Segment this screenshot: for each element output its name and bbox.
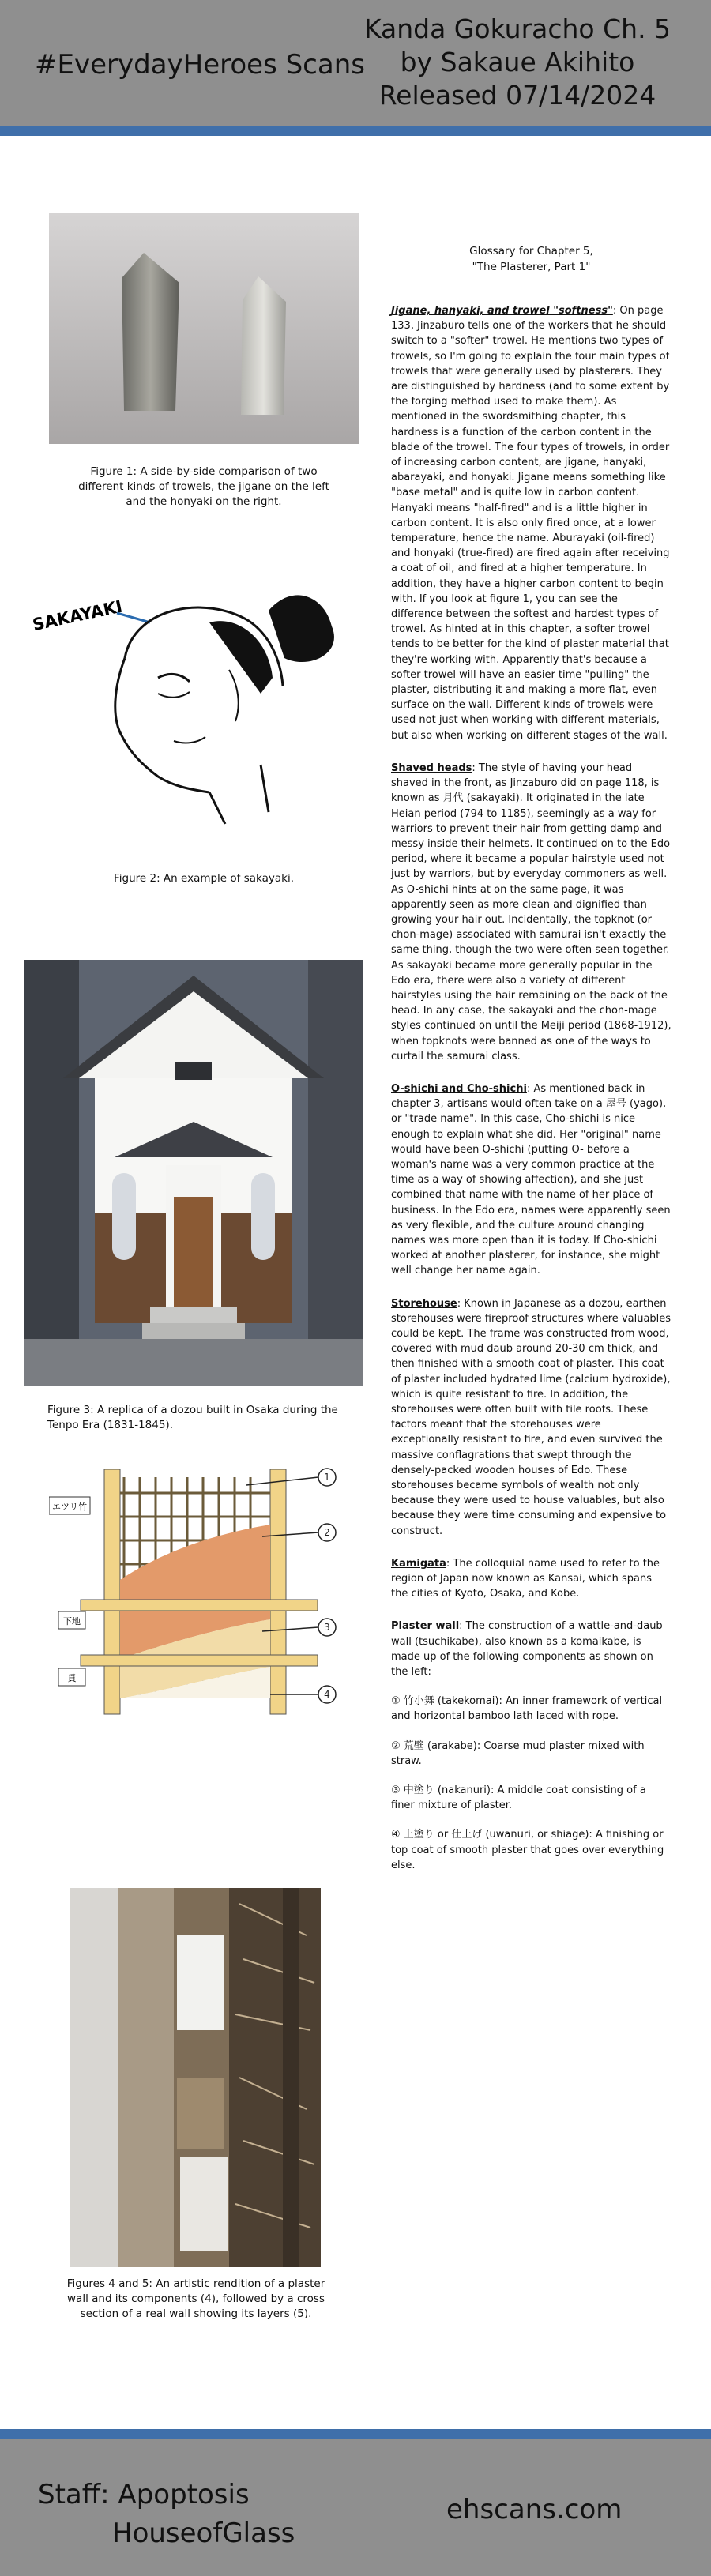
glossary-column (391, 243, 672, 1887)
glossary-title: Glossary for Chapter 5, (469, 245, 593, 258)
figure-2-caption: Figure 2: An example of sakayaki. (113, 872, 294, 885)
glossary-heading (391, 243, 672, 275)
svg-text:4: 4 (324, 1689, 330, 1700)
entry-storehouse (391, 1296, 672, 1539)
svg-text:2: 2 (324, 1527, 330, 1538)
figure-2-sakayaki (32, 567, 363, 828)
plaster-item-1: ① 竹小舞 (takekomai): An inner framework of vertical and horizontal bamboo lath laced with rope. (391, 1695, 663, 1723)
hashtag-title: #EverydayHeroes Scans (35, 49, 365, 81)
figure-3-dozou (24, 960, 363, 1386)
glossary-subtitle: "The Plasterer, Part 1" (472, 261, 591, 273)
author-line: by Sakaue Akihito (400, 47, 635, 77)
term-storehouse: Storehouse (391, 1297, 457, 1310)
text-shaved-heads: : The style of having your head shaved in the front, as Jinzaburo did on page 118, is known as 月代 (sakayaki). It originated in the late Heian period (794 to 1185), seemingly as a way for warriors to prevent their hair from getting damp and messy inside their helmets. It continued on to the Edo period, where it became a popular hairstyle used not just by warriors, but by everyday commoners as well. As O-shichi hints at on the same page, it was apparently seen as more clean and dignified than growing your hair out. Incidentally, the topknot (or chon-mage) associated with samurai isn't exactly the same thing, though the two were often seen together. As sakayaki became more generally popular in the Edo era, there were also a variety of different hairstyles using the hair remaining on the back of the head. In any case, the sakayaki and the chon-mage styles continued on until the Meiji period (1868-1912), when topknots were banned as one of the ways to curtail the samurai class. (391, 762, 672, 1062)
release-date: Released 07/14/2024 (378, 80, 656, 111)
text-storehouse: : Known in Japanese as a dozou, earthen storehouses were fireproof structures where valuables could be kept. The frame was constructed from wood, covered with mud daub around 20-30 cm thick, and then finished with a smooth coat of plaster. This coat of plaster included hydrated lime (calcium hydroxide), which is quite resistant to fire. In addition, the storehouses were often built with tile roofs. These factors meant that the storehouses were exceptionally resistant to fire, and even survived the massive conflagrations that swept through the densely-packed wooden houses of Edo. These storehouses became symbols of wealth not only because they were used to house valuables, but also because they were time consuming and expensive to construct. (391, 1297, 672, 1537)
figure-3-caption: Figure 3: A replica of a dozou built in Osaka during the Tenpo Era (1831-1845). (47, 1404, 338, 1431)
term-kamigata: Kamigata (391, 1557, 446, 1570)
term-oshichi: O-shichi and Cho-shichi (391, 1082, 527, 1095)
figure-1-caption: Figure 1: A side-by-side comparison of two different kinds of trowels, the jigane on the left and the honyaki on the right. (78, 465, 329, 508)
term-plaster-wall: Plaster wall (391, 1620, 460, 1633)
release-info (348, 13, 687, 112)
text-jigane: : On page 133, Jinzaburo tells one of the workers that he should switch to a "softer" trowel. He mentions two types of trowels, so I'm going to explain the four main types of trowels that were generally used by plasterers. They are distinguished by hardness (and to some extent by the forging method used to make them). As mentioned in the swordsmithing chapter, this hardness is a function of the carbon content in the blade of the trowel. The four types of trowels, in order of increasing carbon content, are jigane, hanyaki, abarayaki, and honyaki. Jigane means something like "base metal" and is quite low in carbon content. Hanyaki means "half-fired" and is a little higher in carbon content. It is also only fired once, at a lower temperature, hence the name. Aburayaki (oil-fired) and honyaki (true-fired) are fired again after receiving a coat of oil, and fired at a higher temperature. In addition, they have a higher carbon content to begin with. If you look at figure 1, you can see the difference between the softest and hardest types of trowel. As hinted at in this chapter, a softer trowel tends to be better for the kind of plaster material that they're working with. Apparently that's because a softer trowel will have an easier time "pulling" the plaster, distributing it and making a more flat, even surface on the wall. Different kinds of trowels were used not just when working with different materials, but also when working on different stages of the wall. (391, 305, 670, 742)
plaster-item-2: ② 荒壁 (arakabe): Coarse mud plaster mixed with straw. (391, 1739, 645, 1767)
label-nuki: 貫 (67, 1673, 77, 1683)
sakayaki-label: SAKAYAKI (32, 596, 124, 635)
plaster-item-4: ④ 上塗り or 仕上げ (uwanuri, or shiage): A finishing or top coat of smooth plaster that goes over everything else. (391, 1829, 664, 1871)
entry-oshichi (391, 1081, 672, 1279)
figure-4-wall-diagram (49, 1461, 343, 1722)
footer-stripe (0, 2429, 711, 2439)
staff-line-2: HouseofGlass (112, 2518, 295, 2549)
svg-text:3: 3 (324, 1622, 330, 1633)
entry-jigane (391, 303, 672, 743)
footer-banner (0, 2429, 711, 2576)
entry-kamigata (391, 1556, 672, 1602)
text-kamigata: : The colloquial name used to refer to the region of Japan now known as Kansai, which spans the cities of Kyoto, Osaka, and Kobe. (391, 1557, 660, 1600)
staff-line-1: Staff: Apoptosis (38, 2479, 250, 2510)
term-shaved-heads: Shaved heads (391, 762, 472, 774)
header-stripe (0, 126, 711, 136)
entry-shaved-heads (391, 761, 672, 1064)
term-jigane: Jigane, hanyaki, and trowel "softness" (391, 305, 613, 317)
figure-1-trowels (49, 213, 359, 444)
entry-plaster-wall (391, 1619, 672, 1679)
figure-5-wall-photo (70, 1888, 321, 2267)
text-plaster-wall: : The construction of a wattle-and-daub wall (tsuchikabe), also known as a komaikabe, is made up of the following components as shown on the left: (391, 1620, 663, 1679)
label-shitaji: 下地 (63, 1616, 81, 1626)
plaster-item-3: ③ 中塗り (nakanuri): A middle coat consisting of a finer mixture of plaster. (391, 1784, 646, 1812)
site-url: ehscans.com (446, 2494, 623, 2525)
header-banner (0, 0, 711, 136)
svg-text:1: 1 (324, 1472, 330, 1483)
chapter-title: Kanda Gokuracho Ch. 5 (363, 13, 672, 44)
figure-4-5-caption: Figures 4 and 5: An artistic rendition of a plaster wall and its components (4), followed by a cross section of a real wall showing its layers (5). (66, 2277, 325, 2320)
label-etsuri: エツリ竹 (52, 1502, 87, 1512)
text-oshichi: : As mentioned back in chapter 3, artisans would often take on a 屋号 (yago), or "trade name". In this case, Cho-shichi is nice enough to explain what she did. Her "original" name would have been O-shichi (putting O- before a woman's name was a very common practice at the time as a way of showing affection), and she just combined that name with the name of her place of business. In the Edo era, names were apparently seen as very flexible, and the culture around changing names was more open than it is today. If Cho-shichi worked at another plasterer, for instance, she might well change her name again. (391, 1082, 671, 1277)
